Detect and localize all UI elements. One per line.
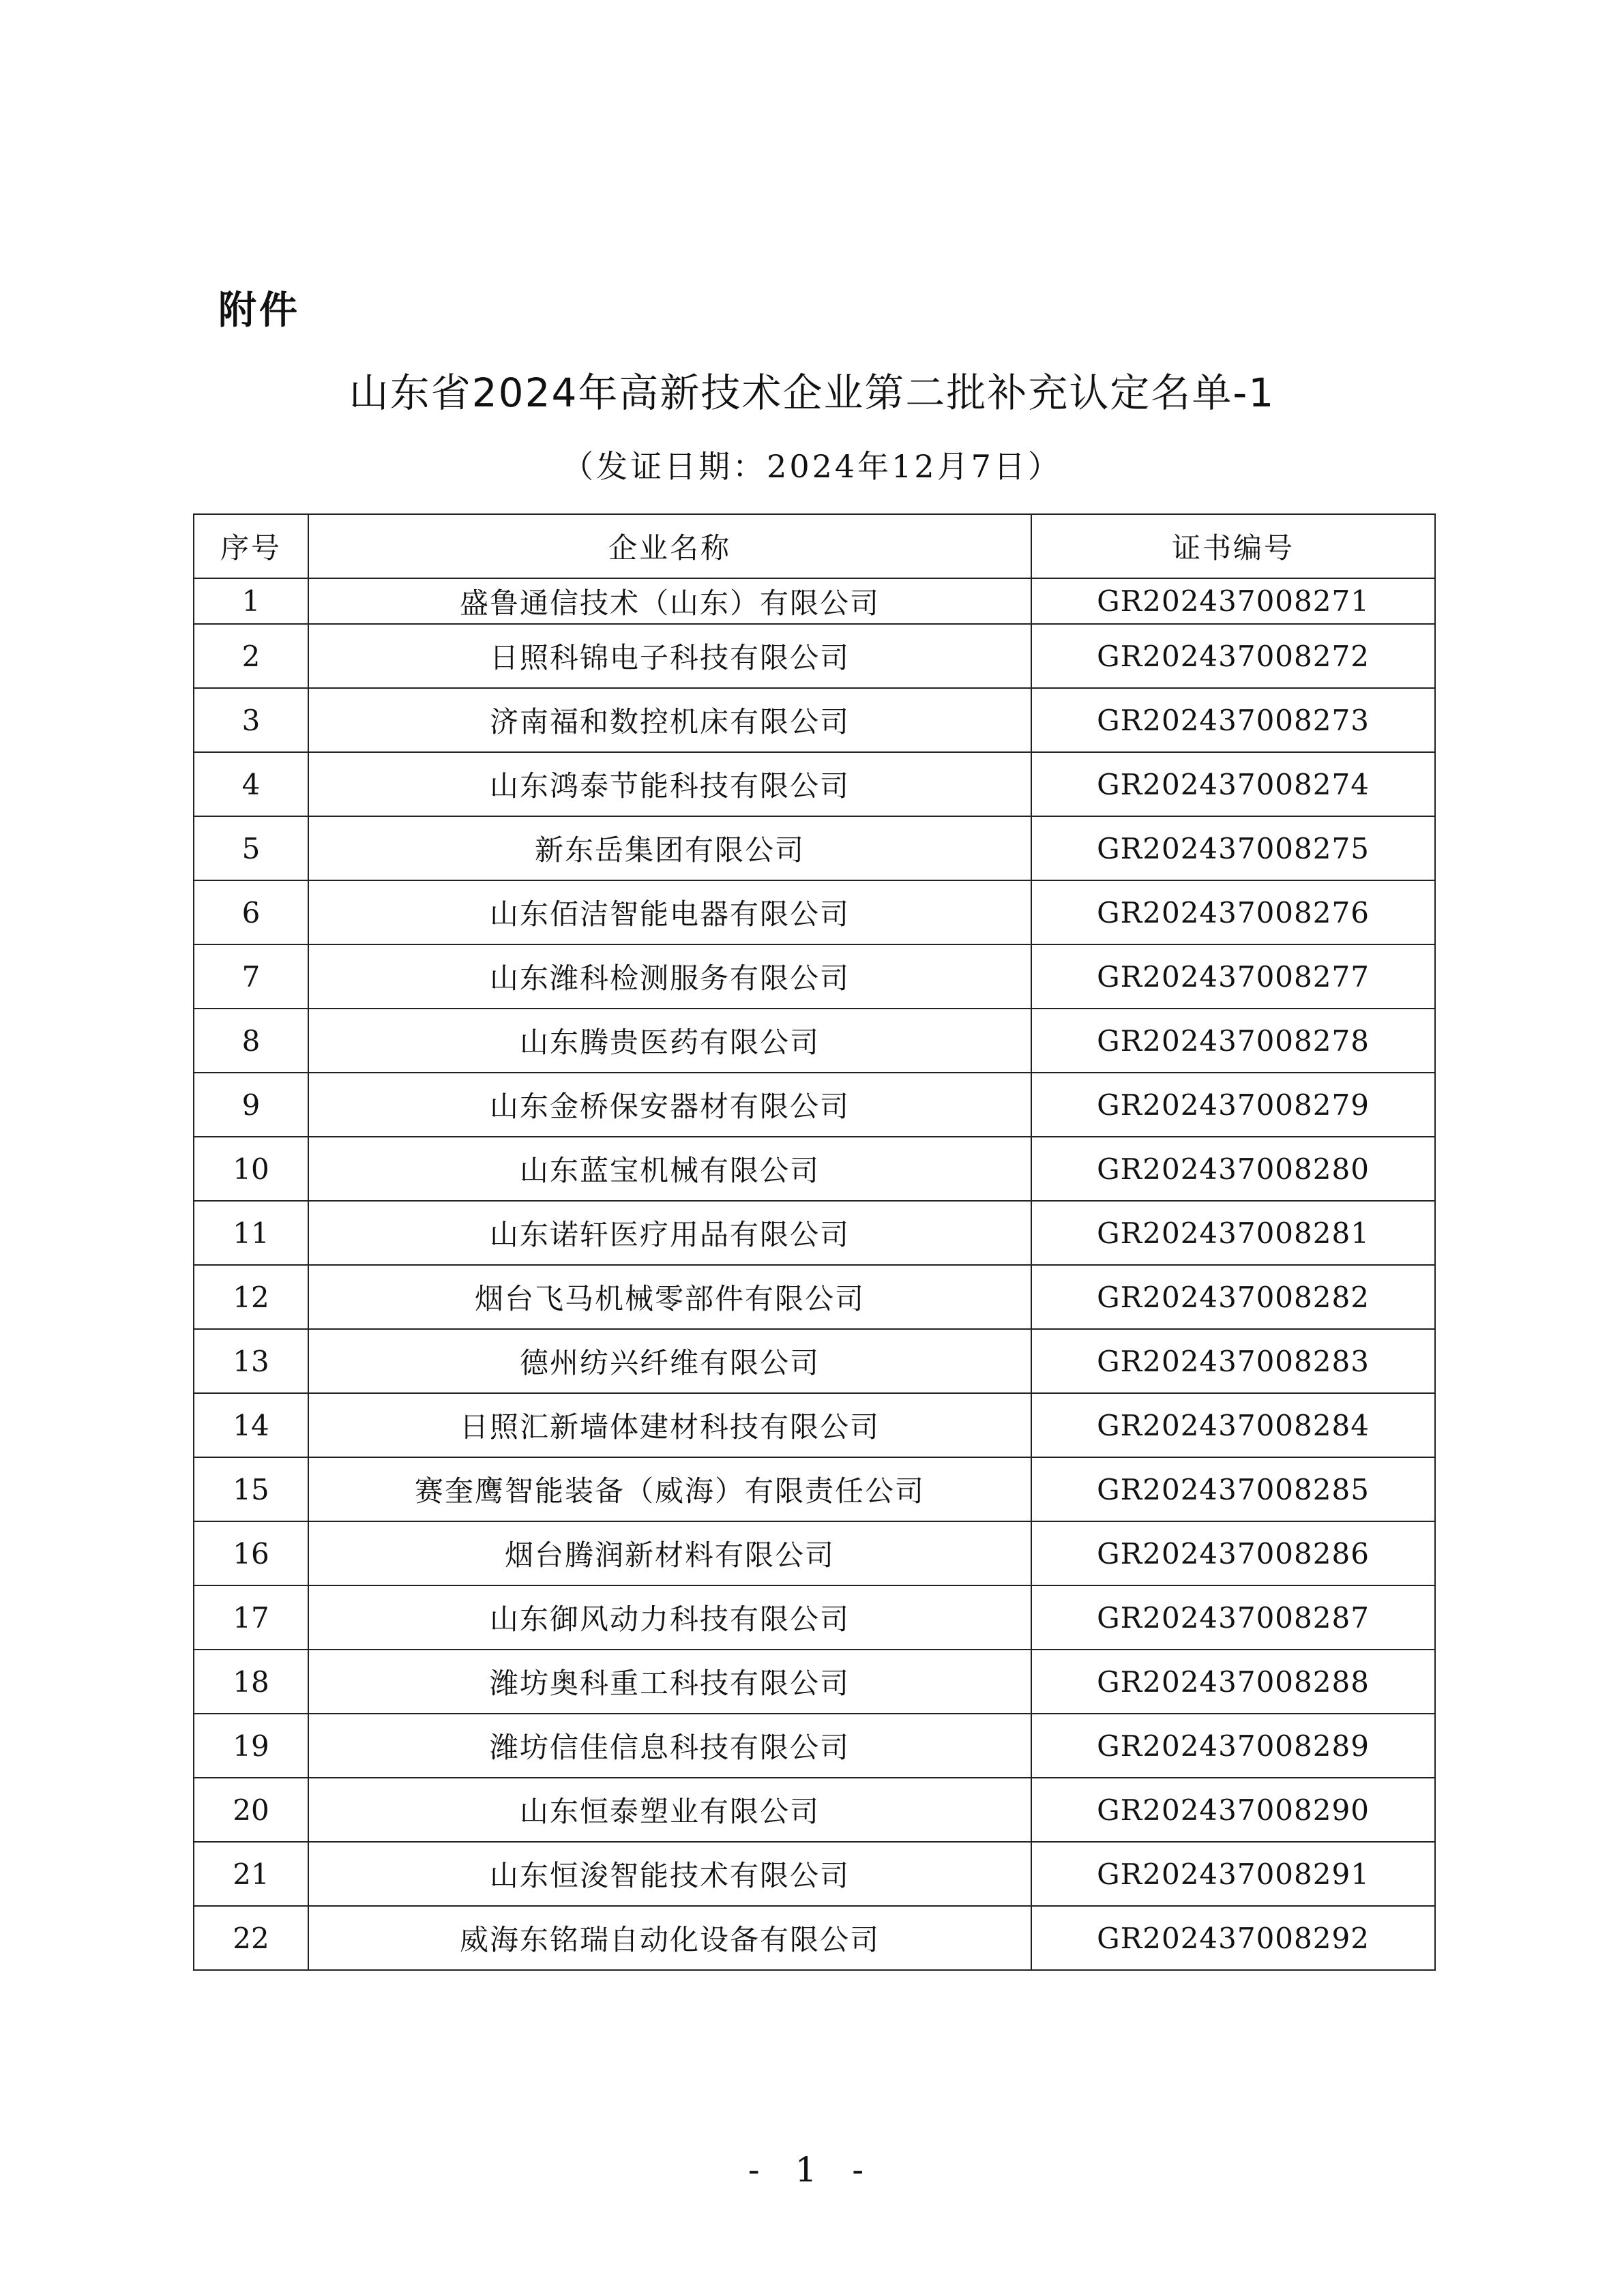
header-certificate-number: 证书编号 — [1031, 514, 1435, 578]
table-row — [194, 1650, 1435, 1714]
row-seq: 2 — [194, 624, 308, 688]
table-row — [194, 688, 1435, 752]
row-certificate-number: GR202437008278 — [1031, 1009, 1435, 1073]
table-row — [194, 880, 1435, 944]
row-certificate-number: GR202437008280 — [1031, 1137, 1435, 1201]
row-seq: 3 — [194, 688, 308, 752]
table-row — [194, 1009, 1435, 1073]
table-row — [194, 1073, 1435, 1137]
row-seq: 21 — [194, 1842, 308, 1906]
row-company-name: 山东恒泰塑业有限公司 — [308, 1778, 1031, 1842]
row-seq: 8 — [194, 1009, 308, 1073]
row-company-name: 威海东铭瑞自动化设备有限公司 — [308, 1906, 1031, 1970]
row-certificate-number: GR202437008282 — [1031, 1265, 1435, 1329]
row-seq: 20 — [194, 1778, 308, 1842]
row-company-name: 日照汇新墙体建材科技有限公司 — [308, 1393, 1031, 1457]
row-seq: 12 — [194, 1265, 308, 1329]
row-company-name: 德州纺兴纤维有限公司 — [308, 1329, 1031, 1393]
row-company-name: 烟台腾润新材料有限公司 — [308, 1521, 1031, 1585]
table-row — [194, 1201, 1435, 1265]
row-company-name: 潍坊信佳信息科技有限公司 — [308, 1714, 1031, 1778]
row-seq: 13 — [194, 1329, 308, 1393]
row-seq: 15 — [194, 1457, 308, 1521]
row-certificate-number: GR202437008273 — [1031, 688, 1435, 752]
table-header-row — [194, 514, 1435, 578]
row-company-name: 山东诺轩医疗用品有限公司 — [308, 1201, 1031, 1265]
row-certificate-number: GR202437008290 — [1031, 1778, 1435, 1842]
row-certificate-number: GR202437008291 — [1031, 1842, 1435, 1906]
table-row — [194, 1265, 1435, 1329]
table-row — [194, 1714, 1435, 1778]
table-row — [194, 1778, 1435, 1842]
row-certificate-number: GR202437008285 — [1031, 1457, 1435, 1521]
row-certificate-number: GR202437008289 — [1031, 1714, 1435, 1778]
row-seq: 14 — [194, 1393, 308, 1457]
row-company-name: 山东恒浚智能技术有限公司 — [308, 1842, 1031, 1906]
row-certificate-number: GR202437008271 — [1031, 578, 1435, 624]
row-seq: 1 — [194, 578, 308, 624]
table-row — [194, 752, 1435, 816]
row-certificate-number: GR202437008287 — [1031, 1585, 1435, 1650]
row-certificate-number: GR202437008292 — [1031, 1906, 1435, 1970]
row-certificate-number: GR202437008288 — [1031, 1650, 1435, 1714]
row-company-name: 济南福和数控机床有限公司 — [308, 688, 1031, 752]
row-certificate-number: GR202437008284 — [1031, 1393, 1435, 1457]
row-seq: 7 — [194, 944, 308, 1009]
row-company-name: 盛鲁通信技术（山东）有限公司 — [308, 578, 1031, 624]
company-list-table — [193, 513, 1436, 1971]
row-certificate-number: GR202437008286 — [1031, 1521, 1435, 1585]
table-row — [194, 624, 1435, 688]
row-seq: 6 — [194, 880, 308, 944]
table-row — [194, 1137, 1435, 1201]
row-seq: 4 — [194, 752, 308, 816]
row-company-name: 日照科锦电子科技有限公司 — [308, 624, 1031, 688]
row-certificate-number: GR202437008277 — [1031, 944, 1435, 1009]
attachment-label: 附件 — [218, 288, 300, 333]
row-certificate-number: GR202437008274 — [1031, 752, 1435, 816]
row-company-name: 烟台飞马机械零部件有限公司 — [308, 1265, 1031, 1329]
row-seq: 17 — [194, 1585, 308, 1650]
row-certificate-number: GR202437008281 — [1031, 1201, 1435, 1265]
table-row — [194, 1329, 1435, 1393]
row-seq: 18 — [194, 1650, 308, 1714]
row-company-name: 山东蓝宝机械有限公司 — [308, 1137, 1031, 1201]
table-row — [194, 1585, 1435, 1650]
table-row — [194, 944, 1435, 1009]
row-company-name: 山东佰洁智能电器有限公司 — [308, 880, 1031, 944]
table-row — [194, 816, 1435, 880]
table-header — [194, 514, 1435, 578]
row-seq: 19 — [194, 1714, 308, 1778]
table-row — [194, 1393, 1435, 1457]
row-certificate-number: GR202437008279 — [1031, 1073, 1435, 1137]
header-company-name: 企业名称 — [308, 514, 1031, 578]
page-number: - 1 - — [748, 2150, 876, 2190]
row-certificate-number: GR202437008275 — [1031, 816, 1435, 880]
row-seq: 10 — [194, 1137, 308, 1201]
row-seq: 11 — [194, 1201, 308, 1265]
row-seq: 5 — [194, 816, 308, 880]
row-company-name: 山东潍科检测服务有限公司 — [308, 944, 1031, 1009]
row-seq: 9 — [194, 1073, 308, 1137]
row-company-name: 赛奎鹰智能装备（威海）有限责任公司 — [308, 1457, 1031, 1521]
document-title: 山东省2024年高新技术企业第二批补充认定名单-1 — [349, 370, 1275, 416]
row-company-name: 山东腾贵医药有限公司 — [308, 1009, 1031, 1073]
table-row — [194, 1457, 1435, 1521]
header-seq: 序号 — [194, 514, 308, 578]
row-certificate-number: GR202437008276 — [1031, 880, 1435, 944]
row-seq: 22 — [194, 1906, 308, 1970]
row-certificate-number: GR202437008272 — [1031, 624, 1435, 688]
row-company-name: 潍坊奥科重工科技有限公司 — [308, 1650, 1031, 1714]
row-company-name: 山东御风动力科技有限公司 — [308, 1585, 1031, 1650]
table-row — [194, 1842, 1435, 1906]
row-company-name: 山东鸿泰节能科技有限公司 — [308, 752, 1031, 816]
document-subtitle: （发证日期：2024年12月7日） — [562, 448, 1062, 485]
row-company-name: 新东岳集团有限公司 — [308, 816, 1031, 880]
table-row — [194, 578, 1435, 624]
table-row — [194, 1521, 1435, 1585]
table-body — [194, 578, 1435, 1970]
table-row — [194, 1906, 1435, 1970]
row-company-name: 山东金桥保安器材有限公司 — [308, 1073, 1031, 1137]
row-certificate-number: GR202437008283 — [1031, 1329, 1435, 1393]
row-seq: 16 — [194, 1521, 308, 1585]
